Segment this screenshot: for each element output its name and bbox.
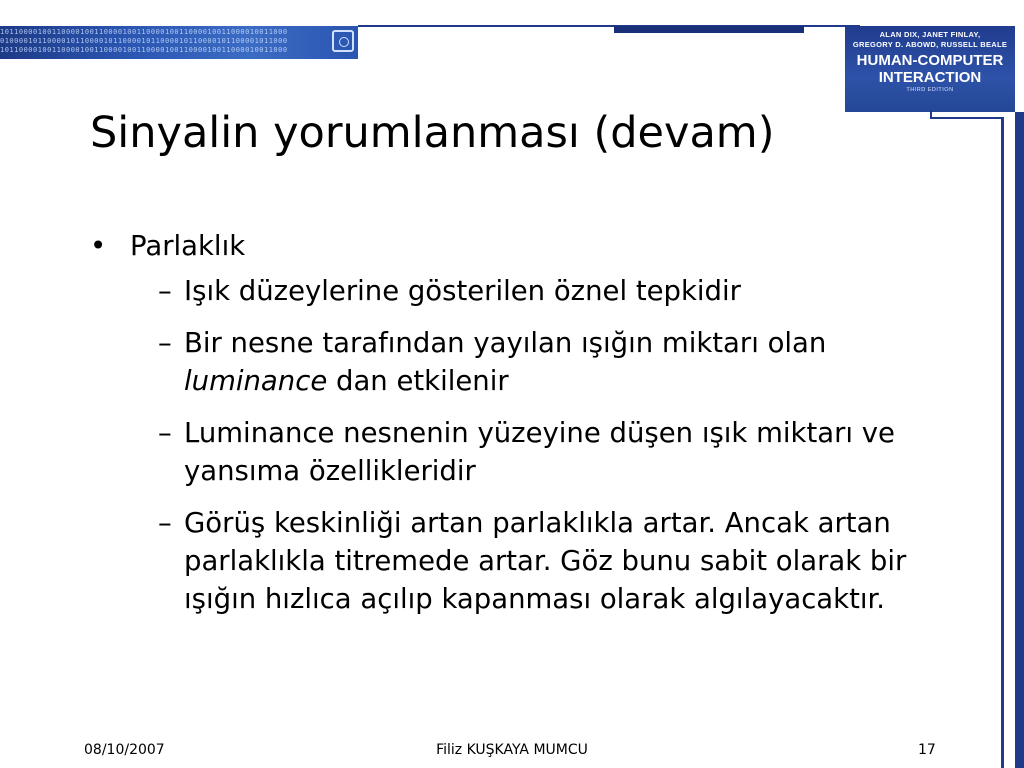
dash-marker: – bbox=[158, 507, 172, 539]
book-authors: ALAN DIX, JANET FINLAY, GREGORY D. ABOWD, RUSSELL BEALE bbox=[852, 30, 1008, 49]
right-frame-corner-v bbox=[930, 110, 932, 119]
slide-title: Sinyalin yorumlanması (devam) bbox=[90, 108, 775, 158]
footer-date: 08/10/2007 bbox=[84, 742, 165, 758]
footer-author: Filiz KUŞKAYA MUMCU bbox=[436, 742, 588, 758]
bullet-text: Parlaklık bbox=[130, 230, 246, 262]
binary-digits: 1011000010011000010011000010011000010011000010011000010011000 0100001011000010110000101100001011000010110000101100001011000 1011000010011000010011000010011000010011000010011000010011000 bbox=[0, 28, 288, 54]
dash-marker: – bbox=[158, 327, 172, 359]
right-frame-bar bbox=[1015, 112, 1024, 768]
chip-icon bbox=[332, 30, 354, 52]
book-title: HUMAN-COMPUTER INTERACTION bbox=[856, 52, 1004, 86]
book-cover-logo bbox=[845, 26, 1015, 112]
sub-item bbox=[90, 504, 970, 618]
dash-marker: – bbox=[158, 275, 172, 307]
sub-item-text: Bir nesne tarafından yayılan ışığın miktarı olan bbox=[184, 327, 827, 359]
header-binary-banner bbox=[0, 26, 358, 59]
footer-page-number: 17 bbox=[918, 742, 936, 758]
luminance-term: luminance bbox=[184, 365, 328, 397]
sub-item-text: Luminance nesnenin yüzeyine düşen ışık miktarı ve yansıma özellikleridir bbox=[184, 417, 895, 487]
sub-item bbox=[90, 414, 970, 490]
dash-marker: – bbox=[158, 417, 172, 449]
book-edition: THIRD EDITION bbox=[906, 87, 954, 93]
right-frame-line bbox=[1001, 119, 1004, 768]
sub-item bbox=[90, 272, 970, 310]
sub-item bbox=[90, 324, 970, 400]
sub-item-text: Işık düzeylerine gösterilen öznel tepkidir bbox=[184, 275, 741, 307]
slide-content bbox=[90, 227, 970, 632]
header-accent-bar bbox=[614, 26, 804, 33]
sub-item-text: Görüş keskinliği artan parlaklıkla artar. Ancak artan parlaklıkla titremede artar. Göz bunu sabit olarak bir ışığın hızlıca açılıp kapanması olarak algılayacaktır. bbox=[184, 507, 907, 615]
sub-item-text-after: dan etkilenir bbox=[327, 365, 509, 397]
bullet-dot: • bbox=[90, 230, 107, 262]
bullet-item bbox=[90, 227, 970, 265]
right-frame-corner-h bbox=[930, 117, 1004, 119]
